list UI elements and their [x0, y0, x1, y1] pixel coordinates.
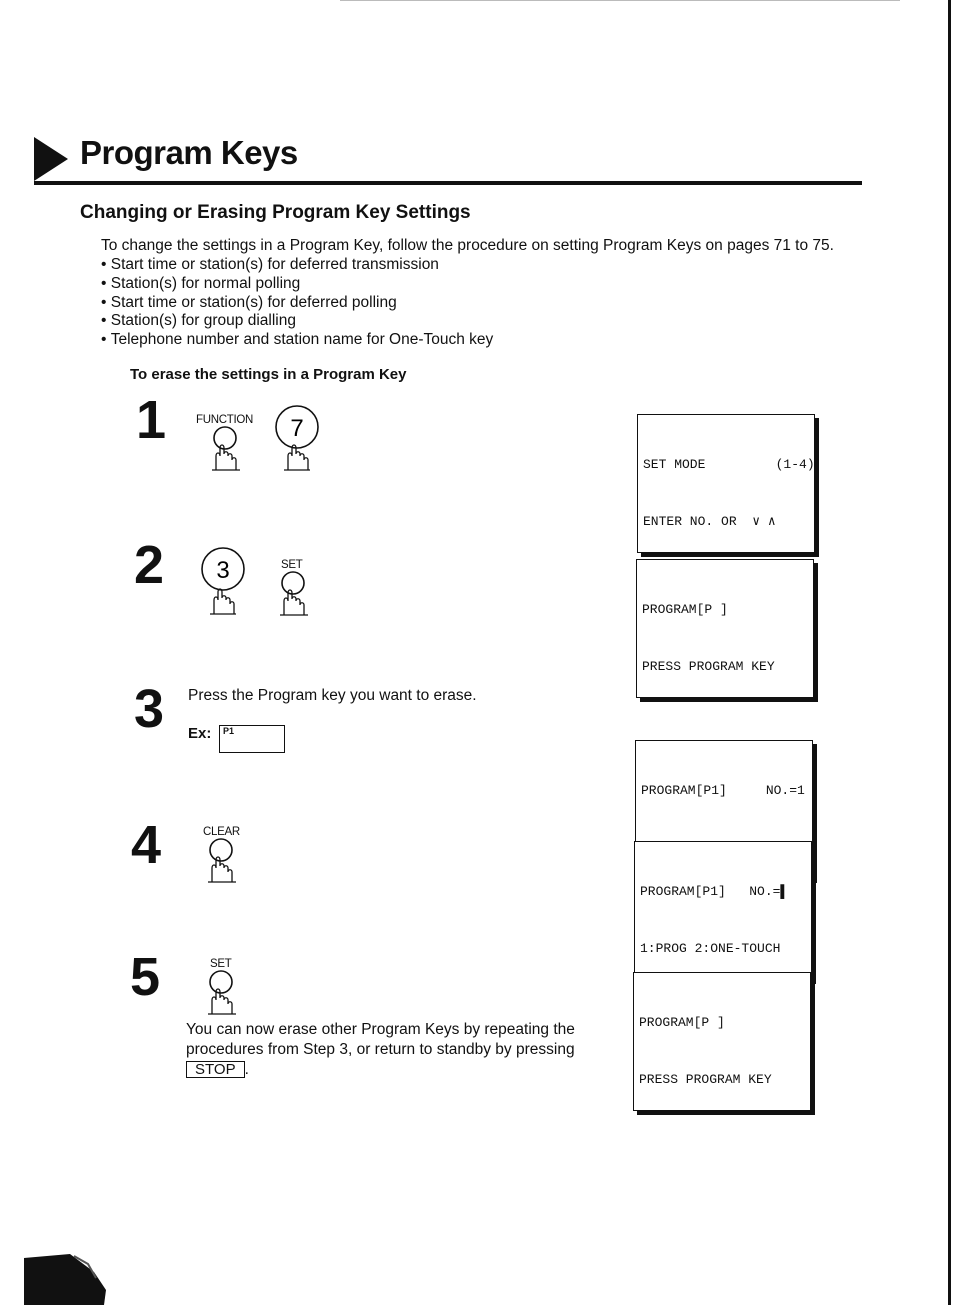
- step-number: 1: [136, 390, 167, 450]
- numeric-key-icon: [200, 546, 246, 616]
- step-number: 3: [134, 679, 165, 739]
- lcd-display: [636, 559, 814, 698]
- list-item: • Station(s) for normal polling: [101, 275, 493, 294]
- settings-list: [101, 256, 493, 350]
- stop-line: STOP .: [186, 1060, 575, 1080]
- lcd-line: SET MODE (1-4): [643, 457, 815, 472]
- list-item: • Telephone number and station name for One-Touch key: [101, 331, 493, 350]
- key-label: CLEAR: [203, 826, 240, 838]
- lcd-line: PRESS PROGRAM KEY: [642, 659, 775, 674]
- key-label: SET: [281, 559, 303, 571]
- numeric-key-icon: [274, 404, 320, 472]
- title-arrow-icon: [34, 137, 68, 181]
- key-label: FUNCTION: [196, 414, 254, 426]
- lcd-display: [634, 841, 812, 980]
- key-digit: 3: [216, 557, 230, 584]
- lcd-line: PROGRAM[P1] NO.=▌: [640, 884, 789, 899]
- top-edge-line: [340, 0, 900, 1]
- set-key-icon: [276, 571, 310, 617]
- page-corner-tab: [24, 1250, 106, 1305]
- step-instruction-line: You can now erase other Program Keys by repeating the: [186, 1021, 575, 1038]
- key-label: SET: [210, 958, 232, 970]
- lcd-line: 1:PROG 2:ONE-TOUCH: [640, 941, 781, 956]
- lcd-line: ENTER NO. OR ∨ ∧: [643, 514, 776, 529]
- title-rule: [34, 181, 862, 185]
- section-subtitle: Changing or Erasing Program Key Settings: [80, 202, 471, 223]
- list-item: • Station(s) for group dialling: [101, 312, 493, 331]
- lcd-display: [633, 972, 811, 1111]
- lcd-line: PROGRAM[P ]: [639, 1015, 725, 1030]
- page-title: Program Keys: [80, 134, 298, 171]
- set-key-icon: [204, 970, 238, 1016]
- function-key-icon: [208, 426, 242, 472]
- step-number: 2: [134, 535, 165, 595]
- list-item: • Start time or station(s) for deferred transmission: [101, 256, 493, 275]
- lcd-display: [637, 414, 815, 553]
- intro-text: To change the settings in a Program Key, follow the procedure on setting Program Keys on pages 71 to 75.: [101, 237, 834, 254]
- key-digit: 7: [290, 415, 304, 442]
- example-label: Ex:: [188, 725, 212, 742]
- erase-heading: To erase the settings in a Program Key: [130, 366, 407, 383]
- step-instruction-line: procedures from Step 3, or return to standby by pressing: [186, 1041, 575, 1058]
- step-number: 5: [130, 947, 161, 1007]
- lcd-line: PROGRAM[P ]: [642, 602, 728, 617]
- lcd-line: PROGRAM[P1] NO.=1: [641, 783, 805, 798]
- stop-key: STOP: [186, 1061, 245, 1078]
- step-number: 4: [131, 815, 162, 875]
- page-right-border: [948, 0, 951, 1305]
- step-instruction: Press the Program key you want to erase.: [188, 687, 477, 704]
- program-key-example: [219, 725, 285, 753]
- program-key-label: P1: [223, 726, 235, 736]
- lcd-line: PRESS PROGRAM KEY: [639, 1072, 772, 1087]
- list-item: • Start time or station(s) for deferred polling: [101, 294, 493, 313]
- clear-key-icon: [204, 838, 238, 884]
- step-instruction: [186, 1020, 575, 1080]
